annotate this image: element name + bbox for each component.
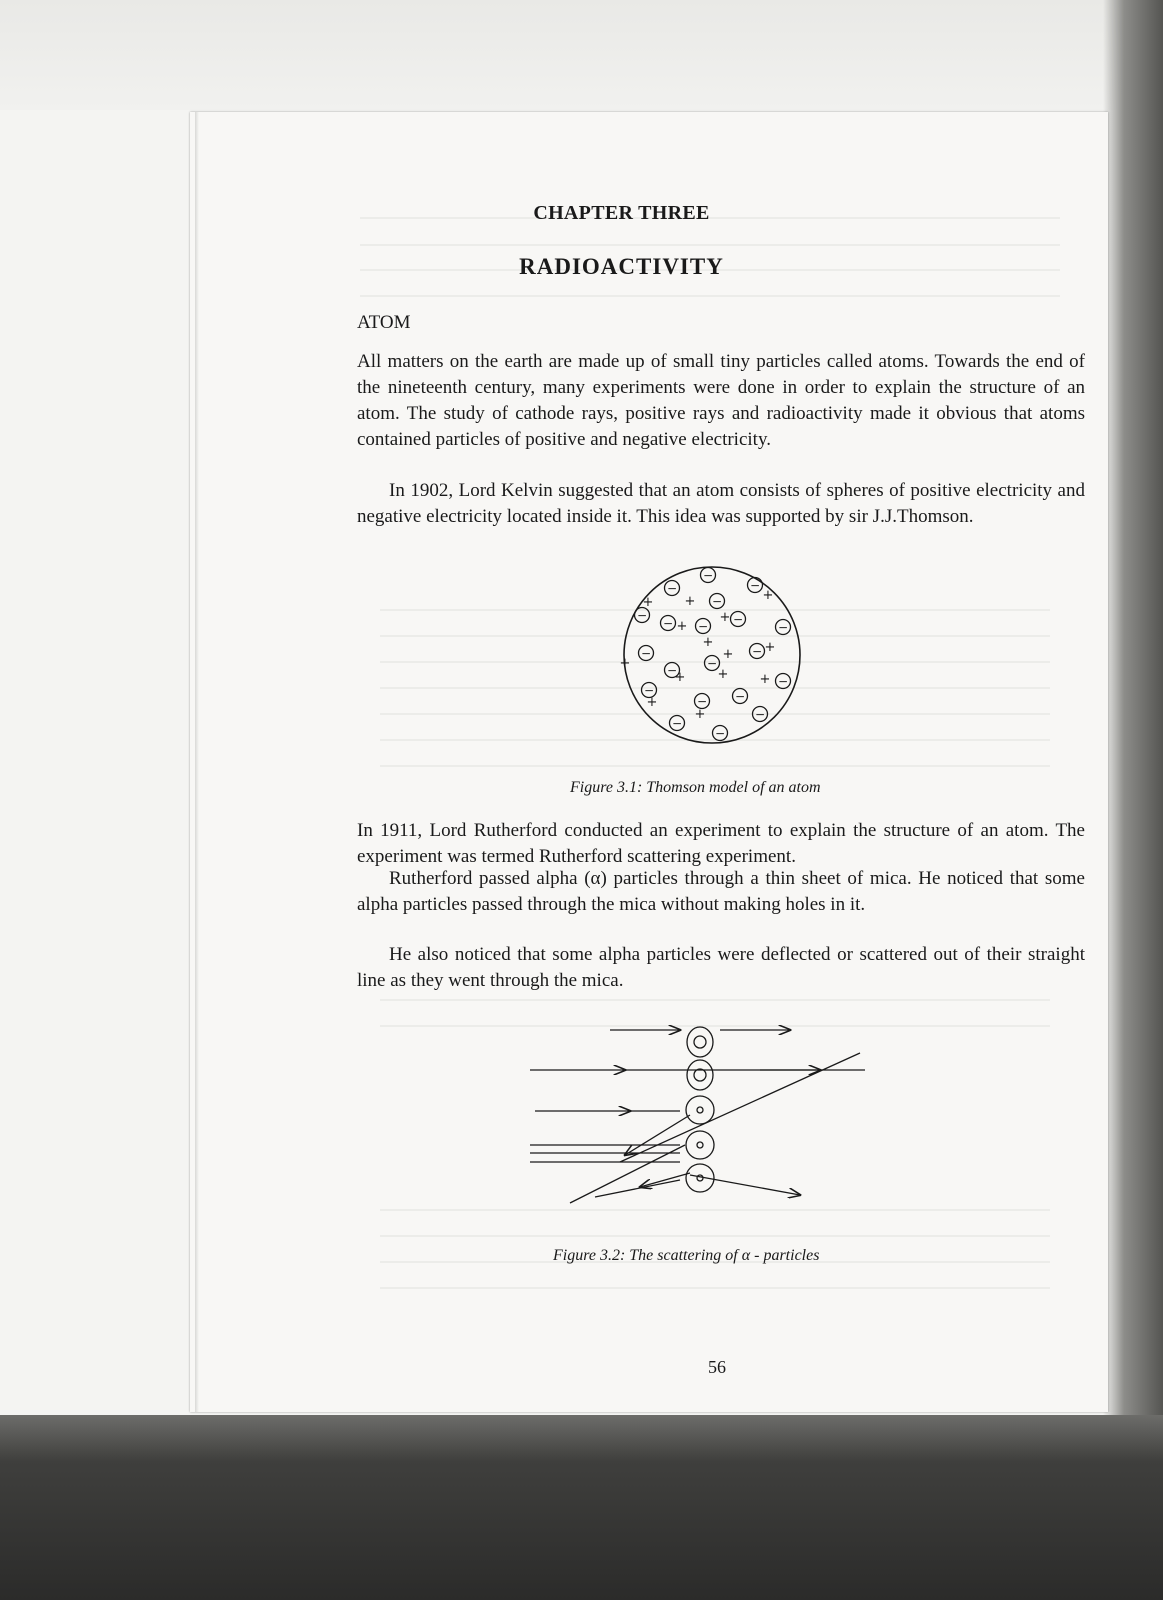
- proton-mark: +: [674, 670, 686, 685]
- svg-text:−: −: [643, 683, 655, 698]
- electron-mark: [710, 594, 725, 609]
- proton-mark: +: [676, 619, 688, 634]
- svg-text:−: −: [777, 674, 789, 689]
- alpha-scattering-figure: [530, 1025, 880, 1215]
- proton-mark: +: [764, 640, 776, 655]
- page-number: 56: [708, 1357, 726, 1377]
- paragraph-deflection: He also noticed that some alpha particles were deflected or scattered out of their straight line as they went through the mica.: [357, 944, 1085, 991]
- svg-text:−: −: [754, 707, 766, 722]
- electron-mark: [748, 578, 763, 593]
- deflected-alpha-paths: [570, 1053, 860, 1203]
- svg-text:−: −: [666, 581, 678, 596]
- svg-text:−: −: [751, 644, 763, 659]
- svg-text:−: −: [640, 646, 652, 661]
- electron-mark: [776, 674, 791, 689]
- proton-mark: +: [719, 610, 731, 625]
- figure-3-2-caption: Figure 3.2: The scattering of α - particles: [553, 1247, 820, 1264]
- svg-text:−: −: [662, 616, 674, 631]
- svg-text:−: −: [702, 568, 714, 583]
- proton-mark: +: [684, 594, 696, 609]
- electron-mark: [776, 620, 791, 635]
- svg-text:−: −: [777, 620, 789, 635]
- page-edge: [195, 112, 199, 1412]
- svg-text:−: −: [697, 619, 709, 634]
- electron-mark: [701, 568, 716, 583]
- proton-mark: +: [717, 667, 729, 682]
- electron-mark: [753, 707, 768, 722]
- electron-mark: [733, 689, 748, 704]
- proton-mark: +: [694, 707, 706, 722]
- svg-text:−: −: [706, 656, 718, 671]
- svg-text:−: −: [732, 612, 744, 627]
- svg-text:−: −: [749, 578, 761, 593]
- electron-mark: [731, 612, 746, 627]
- scanner-shadow-right: [1103, 0, 1163, 1600]
- svg-text:−: −: [696, 694, 708, 709]
- electron-mark: [661, 616, 676, 631]
- proton-mark: +: [702, 635, 714, 650]
- proton-mark: +: [646, 695, 658, 710]
- electron-mark: [696, 619, 711, 634]
- electron-mark: [670, 716, 685, 731]
- svg-text:−: −: [666, 663, 678, 678]
- scanner-background-top: [0, 0, 1163, 110]
- proton-mark: +: [642, 595, 654, 610]
- section-heading: ATOM: [357, 312, 411, 333]
- svg-text:−: −: [714, 726, 726, 741]
- paragraph-kelvin: In 1902, Lord Kelvin suggested that an atom consists of spheres of positive electricity and negative electricity located inside it. This idea was supported by sir J.J.Thomson.: [357, 480, 1085, 527]
- scanner-shadow-bottom: [0, 1415, 1163, 1600]
- svg-text:−: −: [671, 716, 683, 731]
- paragraph-rutherford-1911: In 1911, Lord Rutherford conducted an experiment to explain the structure of an atom. The experiment was termed Rutherford scattering experiment.: [357, 820, 1085, 867]
- proton-mark: +: [759, 672, 771, 687]
- chapter-title: RADIOACTIVITY: [519, 254, 724, 279]
- svg-text:−: −: [711, 594, 723, 609]
- proton-mark: +: [620, 656, 631, 671]
- electron-mark: [750, 644, 765, 659]
- svg-text:−: −: [636, 608, 648, 623]
- paragraph-atoms-intro: All matters on the earth are made up of small tiny particles called atoms. Towards the end of the nineteenth century, many experiments were done in order to explain the structure of an atom. The study of cathode rays, positive rays and radioactivity made it obvious that atoms contained particles of positive and negative electricity.: [357, 351, 1085, 450]
- proton-mark: +: [762, 588, 774, 603]
- thomson-model-figure: [620, 563, 805, 753]
- chapter-label: CHAPTER THREE: [533, 202, 710, 224]
- paragraph-alpha-particles: Rutherford passed alpha (α) particles through a thin sheet of mica. He noticed that some alpha particles passed through the mica without making holes in it.: [357, 868, 1085, 915]
- electron-mark: [639, 646, 654, 661]
- svg-text:−: −: [734, 689, 746, 704]
- gold-foil-atoms: [686, 1027, 714, 1192]
- electron-mark: [665, 581, 680, 596]
- electron-mark: [713, 726, 728, 741]
- figure-3-1-caption: Figure 3.1: Thomson model of an atom: [570, 779, 821, 796]
- proton-mark: +: [722, 647, 734, 662]
